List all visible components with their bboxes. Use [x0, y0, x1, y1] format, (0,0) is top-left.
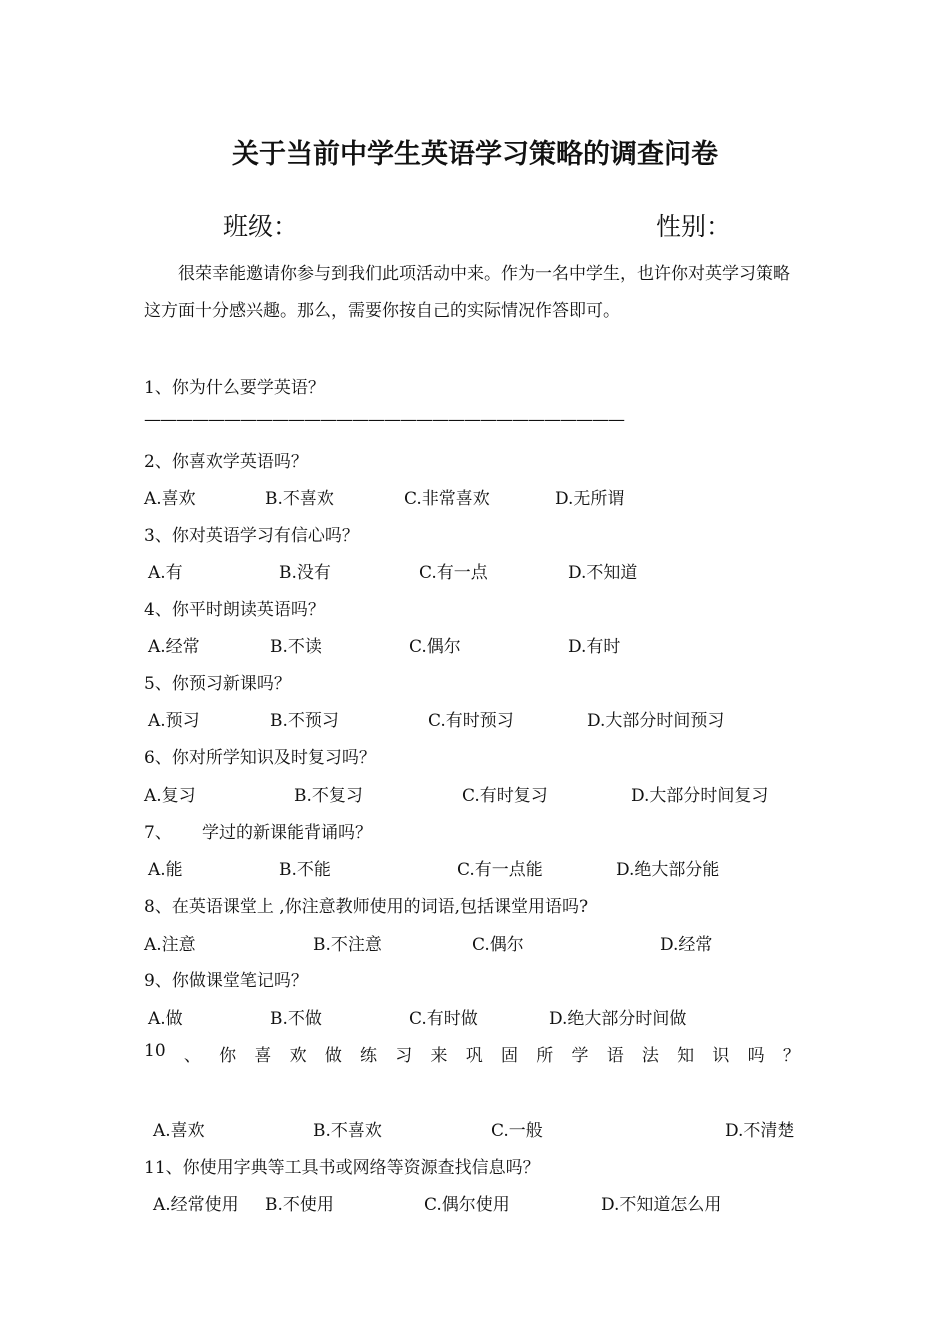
q9-option-b[interactable]: B.不做 — [270, 1009, 322, 1029]
intro-paragraph: 很荣幸能邀请你参与到我们此项活动中来。作为一名中学生，也许你对英学习策略这方面十分感兴趣。那么，需要你按自己的实际情况作答即可。 — [144, 264, 790, 321]
q6-option-a[interactable]: A.复习 — [144, 786, 196, 806]
q10-char: 练 — [360, 1046, 378, 1066]
q10-char: 做 — [324, 1046, 342, 1066]
q11-option-d[interactable]: D.不知道怎么用 — [601, 1195, 722, 1215]
q2-option-a[interactable]: A.喜欢 — [144, 489, 196, 509]
q4-option-a[interactable]: A.经常 — [148, 637, 200, 657]
q4-option-b[interactable]: B.不读 — [270, 637, 322, 657]
q10-char: 欢 — [289, 1046, 307, 1066]
q8-option-d[interactable]: D.经常 — [660, 935, 713, 955]
question-10 — [144, 1041, 800, 1066]
q9-option-d[interactable]: D.绝大部分时间做 — [549, 1009, 687, 1029]
question-3: 3、你对英语学习有信心吗？ — [144, 526, 359, 546]
question-7: 学过的新课能背诵吗？ — [202, 823, 372, 843]
q10-char: 你 — [219, 1046, 237, 1066]
q10-char: 知 — [677, 1046, 695, 1066]
q10-char: ？ — [782, 1046, 800, 1066]
q4-option-d[interactable]: D.有时 — [568, 637, 621, 657]
q3-option-c[interactable]: C.有一点 — [419, 563, 488, 583]
q10-char: 喜 — [254, 1046, 272, 1066]
page-title: 关于当前中学生英语学习策略的调查问卷 — [232, 139, 718, 170]
q11-option-a[interactable]: A.经常使用 — [153, 1195, 239, 1215]
q8-option-b[interactable]: B.不注意 — [313, 935, 382, 955]
q10-char: 语 — [606, 1046, 624, 1066]
q10-option-a[interactable]: A.喜欢 — [153, 1121, 205, 1141]
q9-option-a[interactable]: A.做 — [148, 1009, 183, 1029]
q7-option-a[interactable]: A.能 — [148, 860, 183, 880]
q8-option-a[interactable]: A.注意 — [144, 935, 196, 955]
q7-option-d[interactable]: D.绝大部分能 — [616, 860, 720, 880]
q3-option-a[interactable]: A.有 — [148, 563, 183, 583]
q10-char: 固 — [500, 1046, 518, 1066]
q11-option-b[interactable]: B.不使用 — [265, 1195, 334, 1215]
q10-char: 来 — [430, 1046, 448, 1066]
q10-char: 10 — [144, 1041, 166, 1061]
q8-option-c[interactable]: C.偶尔 — [472, 935, 524, 955]
q10-char: 习 — [395, 1046, 413, 1066]
gender-label: 性别： — [656, 212, 732, 241]
q6-option-c[interactable]: C.有时复习 — [462, 786, 548, 806]
q10-char: 巩 — [465, 1046, 483, 1066]
question-6: 6、你对所学知识及时复习吗？ — [144, 748, 376, 768]
q10-char: 学 — [571, 1046, 589, 1066]
q3-option-b[interactable]: B.没有 — [279, 563, 331, 583]
q5-option-c[interactable]: C.有时预习 — [428, 711, 514, 731]
question-9: 9、你做课堂笔记吗？ — [144, 971, 308, 991]
question-7-number: 7、 — [144, 823, 172, 843]
question-1: 1、你为什么要学英语？ — [144, 378, 325, 398]
q10-char: 、 — [183, 1046, 201, 1066]
q4-option-c[interactable]: C.偶尔 — [409, 637, 461, 657]
q10-char: 所 — [536, 1046, 554, 1066]
question-5: 5、你预习新课吗？ — [144, 674, 291, 694]
q2-option-c[interactable]: C.非常喜欢 — [404, 489, 490, 509]
q10-option-d[interactable]: D.不清楚 — [725, 1121, 795, 1141]
q10-option-b[interactable]: B.不喜欢 — [313, 1121, 382, 1141]
q10-char: 吗 — [747, 1046, 765, 1066]
q2-option-b[interactable]: B.不喜欢 — [265, 489, 334, 509]
q6-option-b[interactable]: B.不复习 — [294, 786, 363, 806]
q7-option-b[interactable]: B.不能 — [279, 860, 331, 880]
answer-line-1: —————————————————————————————— — [144, 410, 624, 430]
class-label: 班级： — [223, 212, 299, 241]
q11-option-c[interactable]: C.偶尔使用 — [424, 1195, 510, 1215]
q7-option-c[interactable]: C.有一点能 — [457, 860, 543, 880]
q9-option-c[interactable]: C.有时做 — [409, 1009, 478, 1029]
question-8: 8、在英语课堂上 ,你注意教师使用的词语,包括课堂用语吗? — [144, 897, 589, 917]
q5-option-b[interactable]: B.不预习 — [270, 711, 339, 731]
question-2: 2、你喜欢学英语吗？ — [144, 452, 308, 472]
q10-option-c[interactable]: C.一般 — [491, 1121, 543, 1141]
q10-char: 法 — [641, 1046, 659, 1066]
q3-option-d[interactable]: D.不知道 — [568, 563, 638, 583]
q6-option-d[interactable]: D.大部分时间复习 — [631, 786, 769, 806]
q10-char: 识 — [712, 1046, 730, 1066]
q5-option-a[interactable]: A.预习 — [148, 711, 200, 731]
question-4: 4、你平时朗读英语吗？ — [144, 600, 325, 620]
question-11: 11、你使用字典等工具书或网络等资源查找信息吗？ — [144, 1158, 540, 1178]
q2-option-d[interactable]: D.无所谓 — [555, 489, 625, 509]
q5-option-d[interactable]: D.大部分时间预习 — [587, 711, 725, 731]
